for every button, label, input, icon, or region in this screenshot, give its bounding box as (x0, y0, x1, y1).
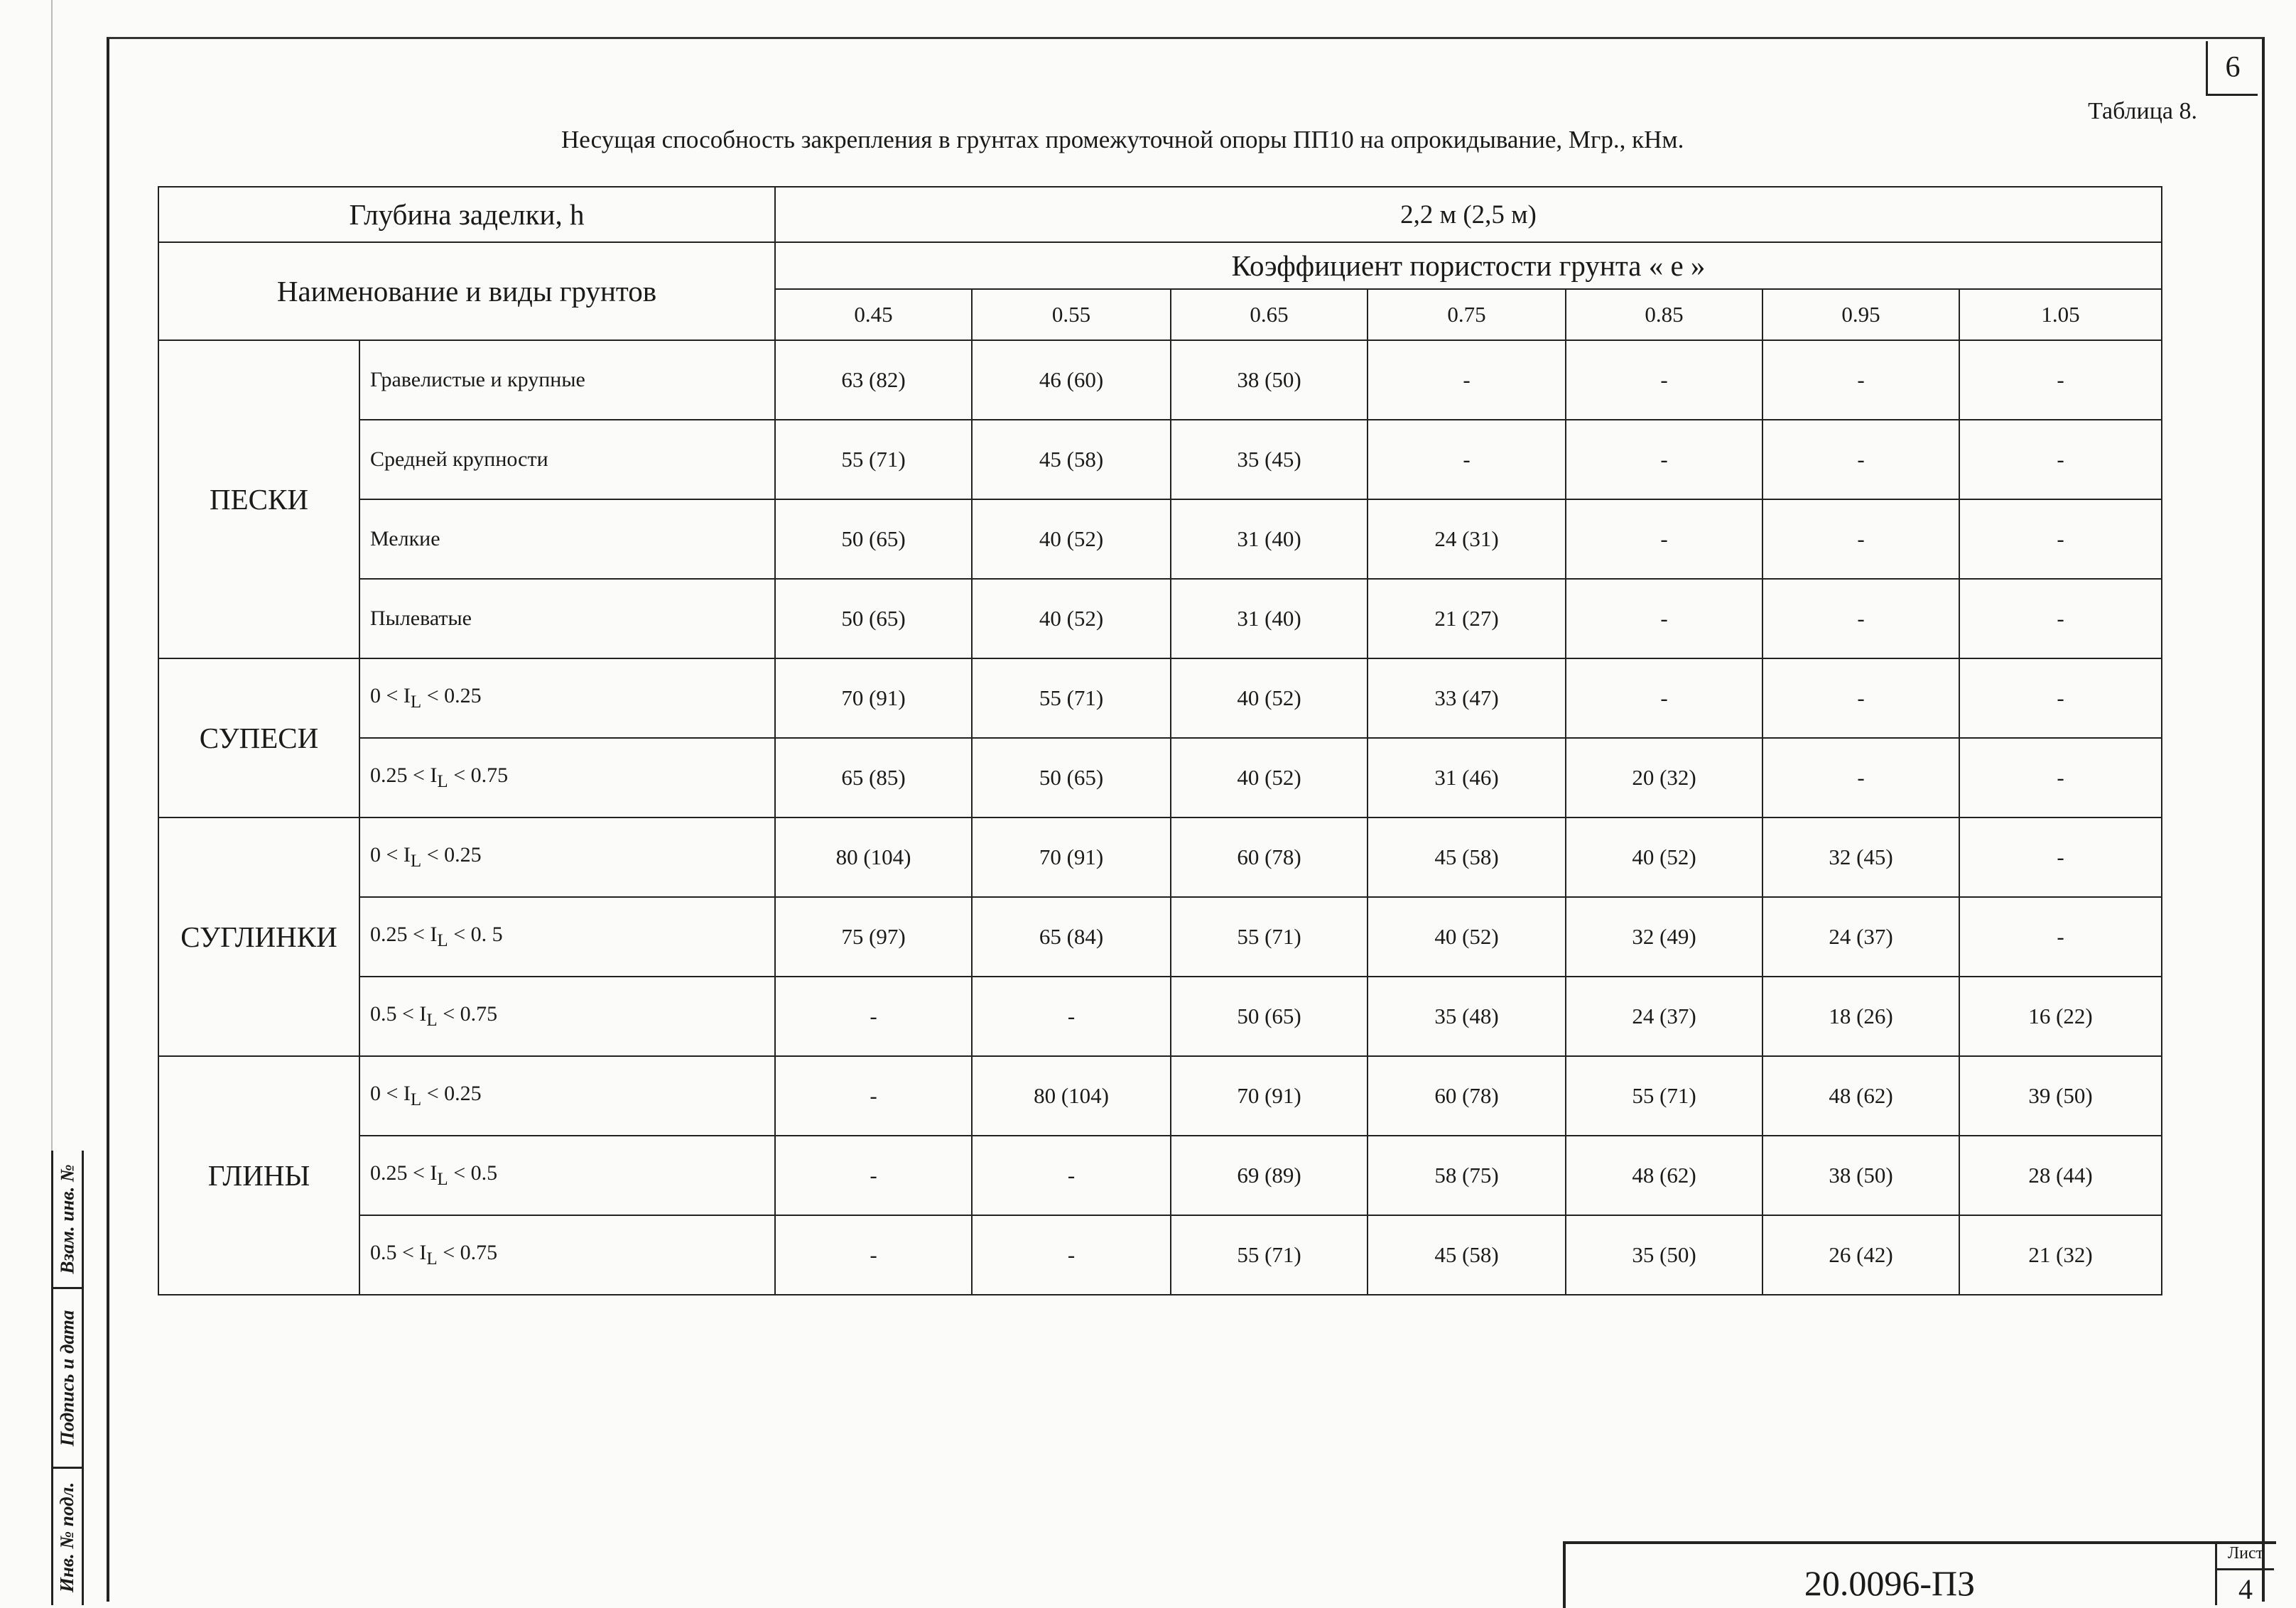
capacity-value-cell: 40 (52) (972, 499, 1171, 579)
capacity-value-cell: 35 (48) (1368, 977, 1566, 1056)
capacity-value-cell: - (972, 1215, 1171, 1295)
capacity-value-cell: - (1566, 658, 1762, 738)
table-row (158, 897, 2162, 977)
e-value-header: 0.55 (972, 289, 1171, 340)
table-number: Таблица 8. (2088, 98, 2197, 124)
sheet-label: Лист (2217, 1544, 2274, 1570)
capacity-value-cell: 80 (104) (972, 1056, 1171, 1136)
soil-subtype-label: Мелкие (359, 499, 775, 579)
table-row (158, 1215, 2162, 1295)
capacity-value-cell: - (1959, 658, 2162, 738)
capacity-value-cell: 35 (50) (1566, 1215, 1762, 1295)
capacity-value-cell: 21 (32) (1959, 1215, 2162, 1295)
soil-subtype-label: $0.5 < I_L < 0.75$ (359, 977, 775, 1056)
capacity-value-cell: 55 (71) (972, 658, 1171, 738)
capacity-value-cell: 45 (58) (972, 420, 1171, 499)
capacity-value-cell: - (1959, 579, 2162, 658)
table-row (158, 658, 2162, 738)
soil-subtype-label: Пылеватые (359, 579, 775, 658)
capacity-value-cell: - (1762, 658, 1959, 738)
capacity-value-cell: 40 (52) (972, 579, 1171, 658)
side-stamp-replacement-cell (53, 1151, 82, 1289)
soil-group-name: СУГЛИНКИ (158, 817, 359, 1056)
side-stamp-replacement-label: Взам. инв. № (56, 1163, 78, 1274)
page-number: 6 (2206, 41, 2258, 96)
capacity-value-cell: 55 (71) (1566, 1056, 1762, 1136)
capacity-value-cell: - (1959, 897, 2162, 977)
capacity-value-cell: 60 (78) (1171, 817, 1368, 897)
capacity-value-cell: - (1762, 579, 1959, 658)
soil-subtype-label: $0.5 < I_L < 0.75$ (359, 1215, 775, 1295)
soil-subtype-label: $0 < I_L < 0.25$ (359, 817, 775, 897)
side-stamp-signature-label: Подпись и дата (56, 1310, 78, 1446)
capacity-value-cell: - (1959, 738, 2162, 817)
capacity-value-cell: 26 (42) (1762, 1215, 1959, 1295)
depth-value: 2,2 м (2,5 м) (775, 187, 2162, 242)
capacity-value-cell: 31 (46) (1368, 738, 1566, 817)
capacity-value-cell: 45 (58) (1368, 1215, 1566, 1295)
soil-subtype-label: $0.25 < I_L < 0$. 5 (359, 897, 775, 977)
capacity-value-cell: - (1959, 817, 2162, 897)
capacity-value-cell: 55 (71) (1171, 897, 1368, 977)
capacity-value-cell: 38 (50) (1171, 340, 1368, 420)
sheet-cell (2215, 1541, 2274, 1605)
capacity-value-cell: - (775, 1136, 972, 1215)
capacity-value-cell: - (775, 977, 972, 1056)
capacity-value-cell: - (1762, 738, 1959, 817)
capacity-value-cell: 24 (37) (1566, 977, 1762, 1056)
capacity-value-cell: 50 (65) (775, 499, 972, 579)
capacity-value-cell: - (1762, 499, 1959, 579)
capacity-value-cell: - (1566, 420, 1762, 499)
capacity-value-cell: 58 (75) (1368, 1136, 1566, 1215)
capacity-value-cell: 45 (58) (1368, 817, 1566, 897)
capacity-value-cell: - (1959, 499, 2162, 579)
capacity-value-cell: 50 (65) (972, 738, 1171, 817)
capacity-value-cell: 40 (52) (1171, 738, 1368, 817)
left-margin-rule (51, 0, 53, 1151)
capacity-value-cell: - (1959, 420, 2162, 499)
capacity-value-cell: 70 (91) (775, 658, 972, 738)
soil-subtype-label: $0 < I_L < 0.25$ (359, 1056, 775, 1136)
capacity-value-cell: 39 (50) (1959, 1056, 2162, 1136)
capacity-value-cell: 32 (49) (1566, 897, 1762, 977)
capacity-value-cell: 40 (52) (1171, 658, 1368, 738)
table-row (158, 420, 2162, 499)
capacity-value-cell: 18 (26) (1762, 977, 1959, 1056)
soil-group-name: СУПЕСИ (158, 658, 359, 817)
soil-subtype-label: $0.25 < I_L < 0.5$ (359, 1136, 775, 1215)
capacity-value-cell: - (775, 1215, 972, 1295)
porosity-coefficient-header: Коэффициент пористости грунта « е » (775, 242, 2162, 289)
capacity-value-cell: 24 (37) (1762, 897, 1959, 977)
table-row (158, 817, 2162, 897)
capacity-value-cell: 48 (62) (1762, 1056, 1959, 1136)
capacity-value-cell: 60 (78) (1368, 1056, 1566, 1136)
capacity-value-cell: 55 (71) (1171, 1215, 1368, 1295)
bearing-capacity-table (158, 186, 2162, 1295)
capacity-value-cell: 38 (50) (1762, 1136, 1959, 1215)
side-stamp (51, 1151, 84, 1605)
capacity-value-cell: 63 (82) (775, 340, 972, 420)
capacity-value-cell: 46 (60) (972, 340, 1171, 420)
capacity-value-cell: 55 (71) (775, 420, 972, 499)
capacity-value-cell: 50 (65) (775, 579, 972, 658)
capacity-value-cell: - (972, 1136, 1171, 1215)
capacity-value-cell: 50 (65) (1171, 977, 1368, 1056)
capacity-value-cell: 65 (84) (972, 897, 1171, 977)
capacity-value-cell: 40 (52) (1566, 817, 1762, 897)
capacity-value-cell: 70 (91) (1171, 1056, 1368, 1136)
capacity-value-cell: - (775, 1056, 972, 1136)
capacity-value-cell: 31 (40) (1171, 579, 1368, 658)
soil-group-name: ГЛИНЫ (158, 1056, 359, 1295)
e-value-header: 0.85 (1566, 289, 1762, 340)
capacity-value-cell: - (1566, 340, 1762, 420)
capacity-value-cell: 16 (22) (1959, 977, 2162, 1056)
table-row (158, 499, 2162, 579)
soil-subtype-label: $0 < I_L < 0.25$ (359, 658, 775, 738)
table-row (158, 977, 2162, 1056)
soil-group-name: ПЕСКИ (158, 340, 359, 658)
e-value-header: 1.05 (1959, 289, 2162, 340)
capacity-value-cell: 35 (45) (1171, 420, 1368, 499)
e-value-header: 0.65 (1171, 289, 1368, 340)
table-row (158, 579, 2162, 658)
capacity-value-cell: - (1368, 420, 1566, 499)
side-stamp-inventory-label: Инв. № подл. (56, 1482, 78, 1592)
side-stamp-signature-cell (53, 1289, 82, 1469)
page-title: Несущая способность закрепления в грунтах промежуточной опоры ПП10 на опрокидывание, Мгр., кНм. (561, 126, 1684, 153)
capacity-value-cell: - (972, 977, 1171, 1056)
capacity-value-cell: - (1762, 340, 1959, 420)
capacity-value-cell: 31 (40) (1171, 499, 1368, 579)
capacity-value-cell: 69 (89) (1171, 1136, 1368, 1215)
capacity-value-cell: - (1368, 340, 1566, 420)
capacity-value-cell: 40 (52) (1368, 897, 1566, 977)
soil-type-header: Наименование и виды грунтов (158, 242, 775, 340)
capacity-value-cell: 48 (62) (1566, 1136, 1762, 1215)
capacity-value-cell: 65 (85) (775, 738, 972, 817)
capacity-value-cell: 24 (31) (1368, 499, 1566, 579)
e-value-header: 0.95 (1762, 289, 1959, 340)
table-row (158, 340, 2162, 420)
capacity-value-cell: 28 (44) (1959, 1136, 2162, 1215)
table-row (158, 1136, 2162, 1215)
capacity-value-cell: - (1959, 340, 2162, 420)
capacity-value-cell: 21 (27) (1368, 579, 1566, 658)
side-stamp-inventory-cell (53, 1469, 82, 1605)
soil-subtype-label: $0.25 < I_L < 0.75$ (359, 738, 775, 817)
capacity-value-cell: 70 (91) (972, 817, 1171, 897)
capacity-value-cell: 80 (104) (775, 817, 972, 897)
capacity-value-cell: - (1566, 499, 1762, 579)
capacity-value-cell: - (1762, 420, 1959, 499)
document-code: 20.0096-ПЗ (1804, 1563, 1976, 1603)
e-value-header: 0.45 (775, 289, 972, 340)
table-row (158, 738, 2162, 817)
depth-label: Глубина заделки, h (158, 187, 775, 242)
capacity-value-cell: 75 (97) (775, 897, 972, 977)
sheet-number: 4 (2238, 1573, 2253, 1605)
e-value-header: 0.75 (1368, 289, 1566, 340)
capacity-value-cell: - (1566, 579, 1762, 658)
capacity-value-cell: 33 (47) (1368, 658, 1566, 738)
table-row (158, 1056, 2162, 1136)
soil-subtype-label: Гравелистые и крупные (359, 340, 775, 420)
capacity-value-cell: 32 (45) (1762, 817, 1959, 897)
capacity-value-cell: 20 (32) (1566, 738, 1762, 817)
soil-subtype-label: Средней крупности (359, 420, 775, 499)
